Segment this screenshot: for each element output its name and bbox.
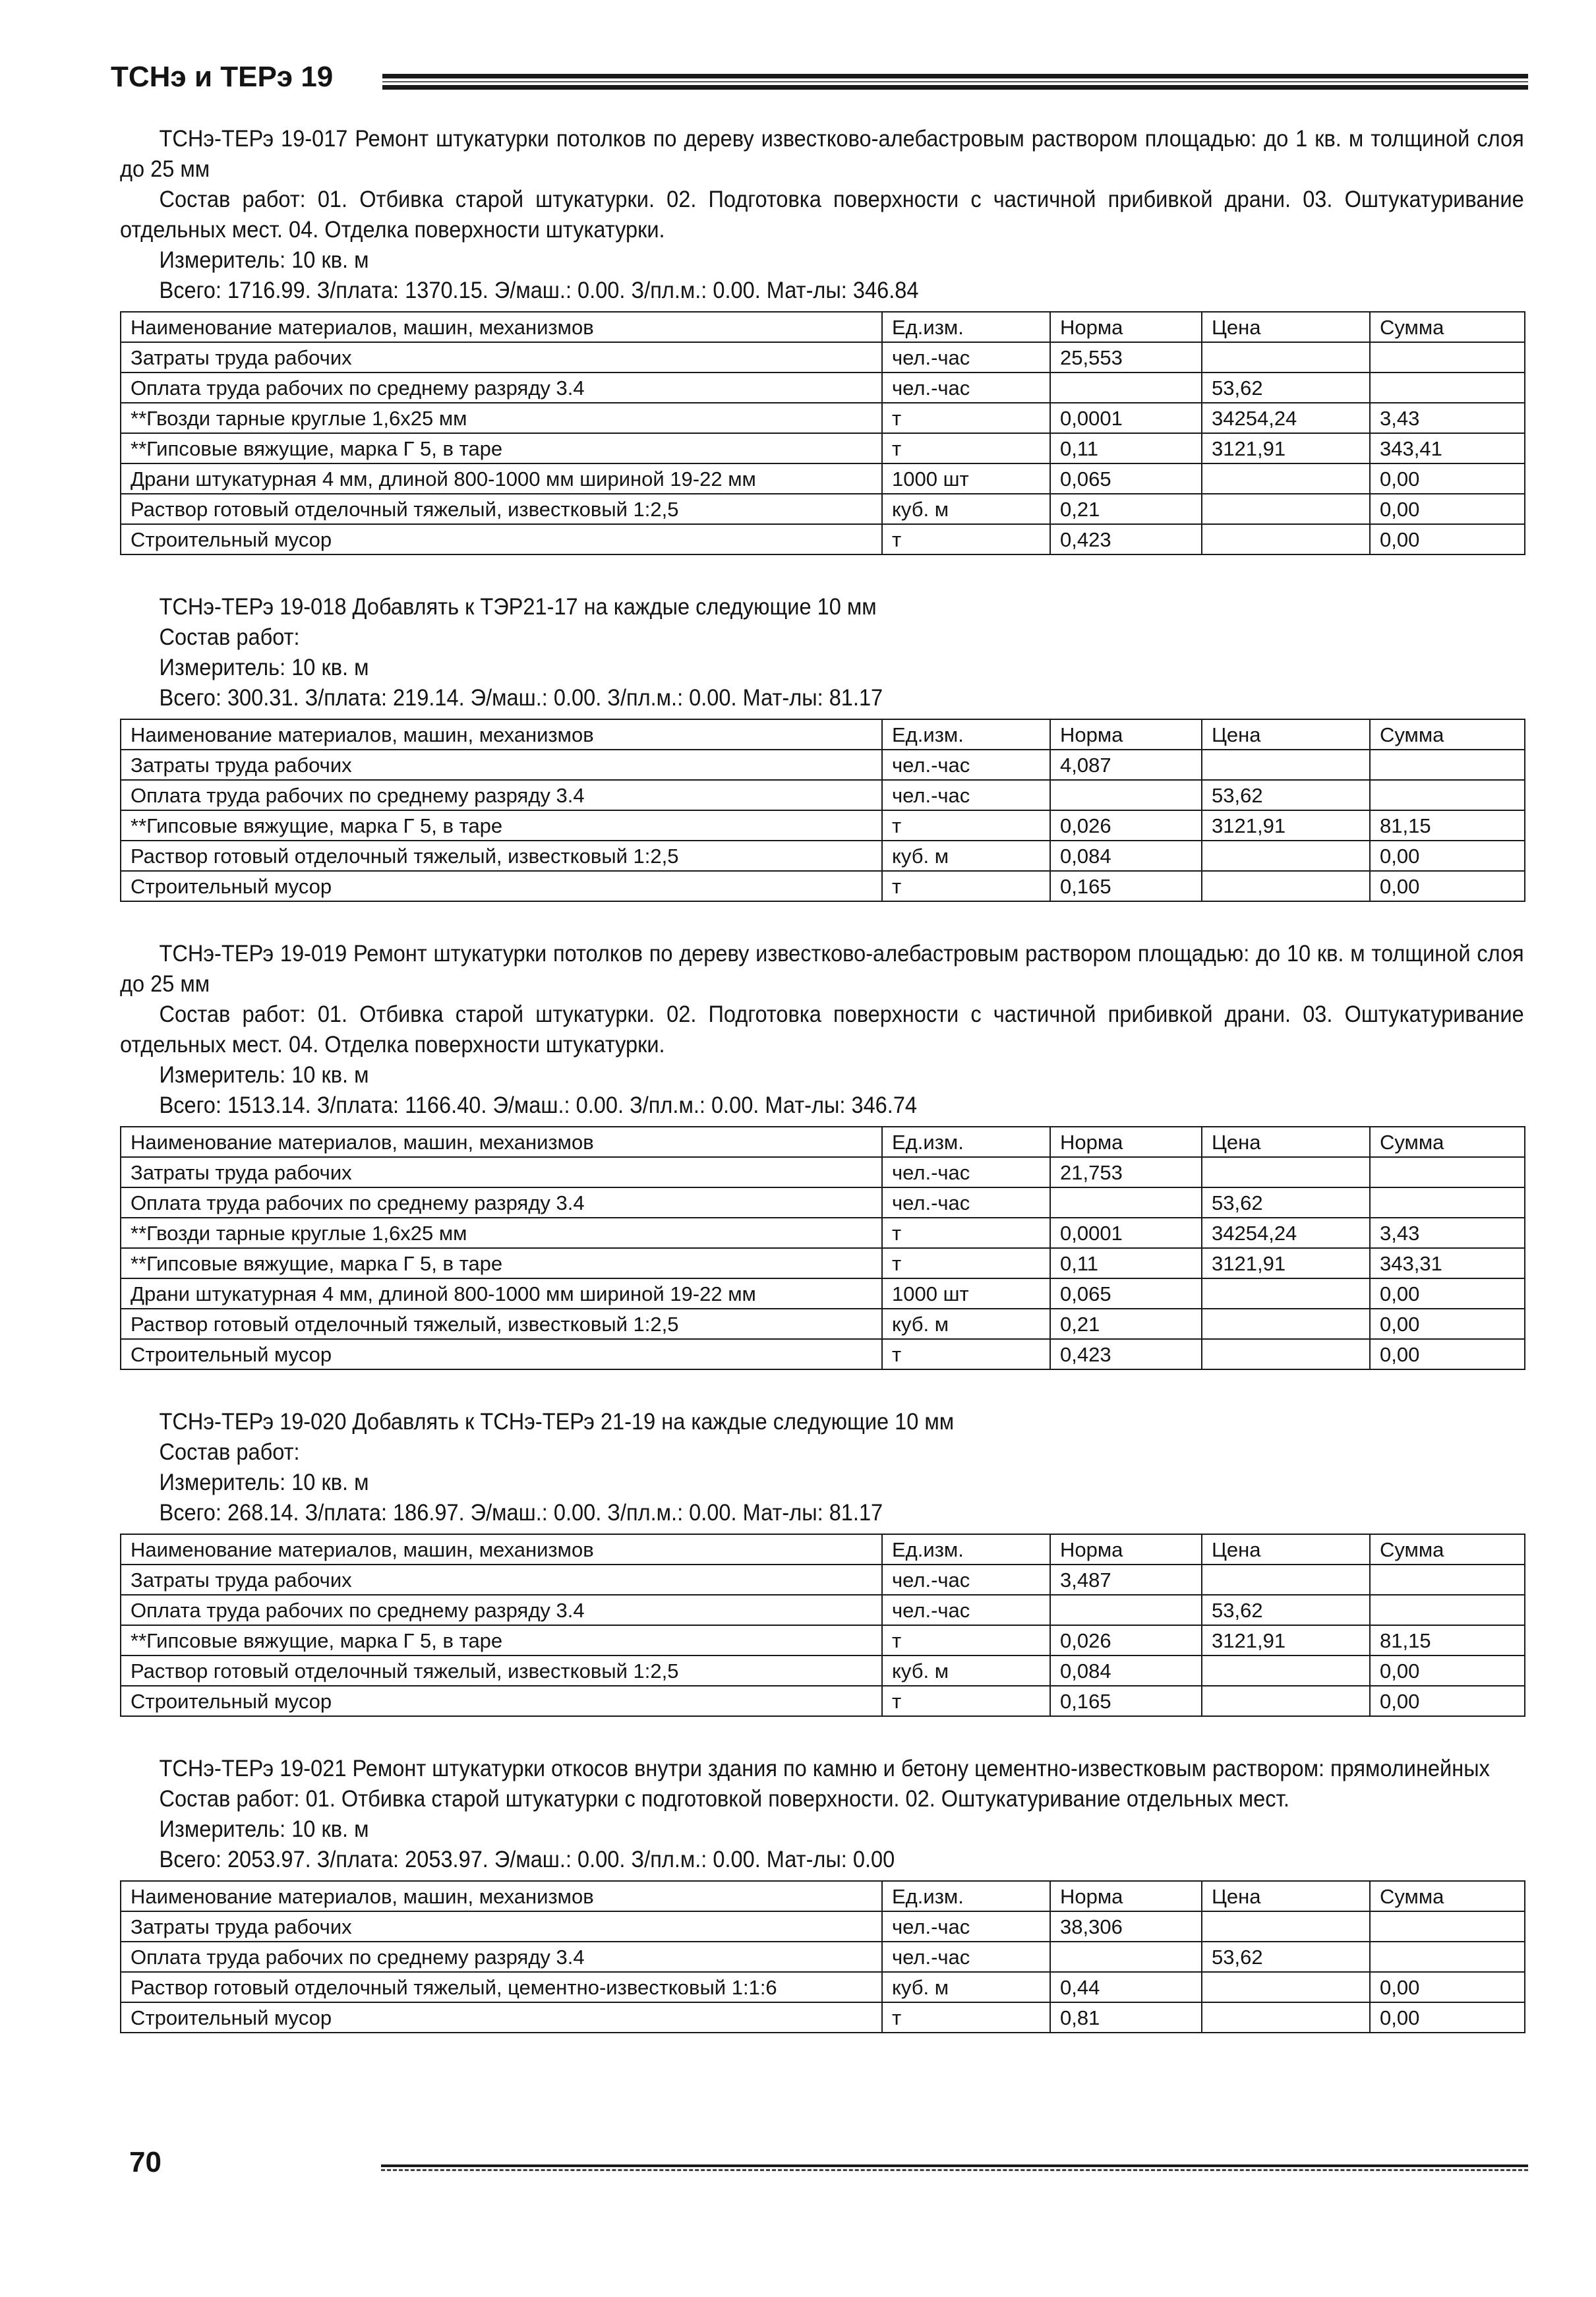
table-cell (1050, 1187, 1202, 1218)
column-header: Цена (1202, 1881, 1370, 1911)
work-composition: Состав работ: 01. Отбивка старой штукатурки. 02. Подготовка поверхности с частичной прибивкой драни. 03. Оштукатуривание отдельных мест. 04. Отделка поверхности штукатурки. (120, 1001, 1524, 1058)
table-cell: **Гипсовые вяжущие, марка Г 5, в таре (121, 433, 882, 463)
table-header-row (121, 1534, 1525, 1565)
table-cell: Затраты труда рабочих (121, 1157, 882, 1187)
table-cell: 3,487 (1050, 1565, 1202, 1595)
table-cell: 0,084 (1050, 841, 1202, 871)
table-row (121, 433, 1525, 463)
table-cell (1202, 1309, 1370, 1339)
table-cell: 38,306 (1050, 1911, 1202, 1942)
table-cell: Строительный мусор (121, 2002, 882, 2033)
table-cell: **Гипсовые вяжущие, марка Г 5, в таре (121, 1625, 882, 1656)
measurement-unit: Измеритель: 10 кв. м (159, 655, 369, 680)
work-composition: Состав работ: 01. Отбивка старой штукатурки. 02. Подготовка поверхности с частичной прибивкой драни. 03. Оштукатуривание отдельных мест. 04. Отделка поверхности штукатурки. (120, 187, 1524, 243)
table-cell: 3121,91 (1202, 810, 1370, 841)
work-composition: Состав работ: (159, 1439, 300, 1465)
column-header: Наименование материалов, машин, механизмов (121, 312, 882, 342)
table-cell (1370, 750, 1525, 780)
table-cell: Строительный мусор (121, 1339, 882, 1369)
table-row (121, 342, 1525, 373)
column-header: Наименование материалов, машин, механизмов (121, 719, 882, 750)
table-row (121, 1187, 1525, 1218)
table-row (121, 1911, 1525, 1942)
table-cell: 0,0001 (1050, 1218, 1202, 1248)
table-cell (1202, 1565, 1370, 1595)
table-cell: чел.-час (882, 342, 1050, 373)
column-header: Ед.изм. (882, 1534, 1050, 1565)
table-cell: 0,11 (1050, 1248, 1202, 1278)
table-cell: 0,44 (1050, 1972, 1202, 2002)
table-cell: т (882, 1625, 1050, 1656)
table-cell: чел.-час (882, 1595, 1050, 1625)
rate-section (120, 1754, 1524, 2033)
cost-totals: Всего: 1716.99. З/плата: 1370.15. Э/маш.: 0.00. З/пл.м.: 0.00. Мат-лы: 346.84 (159, 278, 919, 303)
rate-section (120, 1407, 1524, 1717)
header-title: ТСНэ и ТЕРэ 19 (111, 61, 334, 93)
table-row (121, 1656, 1525, 1686)
table-cell: чел.-час (882, 1942, 1050, 1972)
table-cell: 53,62 (1202, 1595, 1370, 1625)
table-cell: т (882, 403, 1050, 433)
table-cell: Раствор готовый отделочный тяжелый, известковый 1:2,5 (121, 494, 882, 524)
table-cell: 0,00 (1370, 494, 1525, 524)
cost-totals: Всего: 2053.97. З/плата: 2053.97. Э/маш.: 0.00. З/пл.м.: 0.00. Мат-лы: 0.00 (159, 1847, 895, 1872)
table-cell: 0,026 (1050, 810, 1202, 841)
table-cell: чел.-час (882, 780, 1050, 810)
table-cell: 0,21 (1050, 1309, 1202, 1339)
section-title: ТСНэ-ТЕРэ 19-021 Ремонт штукатурки откосов внутри здания по камню и бетону цементно-известковым раствором: прямолинейных (159, 1756, 1490, 1781)
table-row (121, 1686, 1525, 1716)
table-cell: 0,00 (1370, 841, 1525, 871)
table-row (121, 1218, 1525, 1248)
table-cell: т (882, 1218, 1050, 1248)
table-row (121, 1248, 1525, 1278)
table-cell: 34254,24 (1202, 1218, 1370, 1248)
table-cell: 1000 шт (882, 1278, 1050, 1309)
table-cell: 0,165 (1050, 871, 1202, 901)
table-cell: **Гипсовые вяжущие, марка Г 5, в таре (121, 1248, 882, 1278)
table-cell (1202, 750, 1370, 780)
column-header: Сумма (1370, 312, 1525, 342)
table-cell: Раствор готовый отделочный тяжелый, известковый 1:2,5 (121, 1656, 882, 1686)
column-header: Ед.изм. (882, 1881, 1050, 1911)
section-title: ТСНэ-ТЕРэ 19-019 Ремонт штукатурки потолков по дереву известково-алебастровым раствором площадью: до 10 кв. м толщиной слоя до 25 мм (120, 941, 1524, 997)
measurement-unit: Измеритель: 10 кв. м (159, 247, 369, 273)
table-cell (1050, 373, 1202, 403)
column-header: Сумма (1370, 1881, 1525, 1911)
table-cell: 81,15 (1370, 1625, 1525, 1656)
table-cell (1202, 1339, 1370, 1369)
table-cell (1370, 780, 1525, 810)
table-cell (1370, 1187, 1525, 1218)
table-cell: 53,62 (1202, 780, 1370, 810)
table-header-row (121, 719, 1525, 750)
table-row (121, 871, 1525, 901)
table-cell: 0,00 (1370, 1339, 1525, 1369)
table-cell: Оплата труда рабочих по среднему разряду 3.4 (121, 1942, 882, 1972)
section-title: ТСНэ-ТЕРэ 19-020 Добавлять к ТСНэ-ТЕРэ 21-19 на каждые следующие 10 мм (159, 1409, 955, 1435)
table-header-row (121, 1127, 1525, 1157)
materials-table (120, 311, 1525, 555)
table-cell: 0,00 (1370, 1656, 1525, 1686)
table-cell: Оплата труда рабочих по среднему разряду 3.4 (121, 373, 882, 403)
table-cell: 0,084 (1050, 1656, 1202, 1686)
table-row (121, 750, 1525, 780)
table-cell (1202, 524, 1370, 554)
table-cell (1370, 1595, 1525, 1625)
measurement-unit: Измеритель: 10 кв. м (159, 1816, 369, 1842)
table-cell (1202, 1972, 1370, 2002)
table-row (121, 780, 1525, 810)
table-cell: Строительный мусор (121, 1686, 882, 1716)
table-cell: чел.-час (882, 373, 1050, 403)
rate-section (120, 124, 1524, 555)
table-cell: Раствор готовый отделочный тяжелый, цементно-известковый 1:1:6 (121, 1972, 882, 2002)
table-cell: Драни штукатурная 4 мм, длиной 800-1000 мм шириной 19-22 мм (121, 1278, 882, 1309)
table-cell: Строительный мусор (121, 524, 882, 554)
table-cell: чел.-час (882, 1911, 1050, 1942)
table-cell: т (882, 1686, 1050, 1716)
table-cell: чел.-час (882, 1565, 1050, 1595)
table-cell (1202, 463, 1370, 494)
table-cell: 0,026 (1050, 1625, 1202, 1656)
table-cell: Затраты труда рабочих (121, 1565, 882, 1595)
table-cell: 53,62 (1202, 373, 1370, 403)
materials-table (120, 1126, 1525, 1370)
cost-totals: Всего: 300.31. З/плата: 219.14. Э/маш.: 0.00. З/пл.м.: 0.00. Мат-лы: 81.17 (159, 685, 883, 711)
table-cell: 0,00 (1370, 524, 1525, 554)
rate-section (120, 939, 1524, 1370)
table-row (121, 1972, 1525, 2002)
table-cell: Драни штукатурная 4 мм, длиной 800-1000 мм шириной 19-22 мм (121, 463, 882, 494)
column-header: Наименование материалов, машин, механизмов (121, 1881, 882, 1911)
table-cell: 3,43 (1370, 403, 1525, 433)
page-number: 70 (129, 2146, 162, 2178)
column-header: Норма (1050, 1534, 1202, 1565)
table-cell (1202, 1157, 1370, 1187)
table-cell (1050, 780, 1202, 810)
table-header-row (121, 312, 1525, 342)
document-body (120, 124, 1524, 2070)
table-cell (1202, 1656, 1370, 1686)
table-row (121, 1942, 1525, 1972)
table-cell (1370, 342, 1525, 373)
table-cell: 0,00 (1370, 1972, 1525, 2002)
table-row (121, 2002, 1525, 2033)
work-composition: Состав работ: 01. Отбивка старой штукатурки с подготовкой поверхности. 02. Оштукатуривание отдельных мест. (159, 1786, 1289, 1812)
table-row (121, 1157, 1525, 1187)
table-cell: 0,00 (1370, 1309, 1525, 1339)
table-cell: 0,00 (1370, 1278, 1525, 1309)
work-composition: Состав работ: (159, 624, 300, 650)
column-header: Сумма (1370, 1534, 1525, 1565)
table-cell (1370, 1911, 1525, 1942)
table-cell: 0,81 (1050, 2002, 1202, 2033)
table-cell: Раствор готовый отделочный тяжелый, известковый 1:2,5 (121, 1309, 882, 1339)
table-cell: Затраты труда рабочих (121, 342, 882, 373)
table-cell: т (882, 1339, 1050, 1369)
table-cell: **Гвозди тарные круглые 1,6x25 мм (121, 403, 882, 433)
table-row (121, 810, 1525, 841)
table-cell: 3121,91 (1202, 1625, 1370, 1656)
table-row (121, 1565, 1525, 1595)
table-cell: 343,41 (1370, 433, 1525, 463)
column-header: Сумма (1370, 1127, 1525, 1157)
table-cell: 343,31 (1370, 1248, 1525, 1278)
table-cell (1202, 1911, 1370, 1942)
materials-table (120, 719, 1525, 902)
table-cell: т (882, 2002, 1050, 2033)
table-cell: Раствор готовый отделочный тяжелый, известковый 1:2,5 (121, 841, 882, 871)
rate-section (120, 592, 1524, 902)
table-row (121, 1309, 1525, 1339)
table-cell: 0,065 (1050, 1278, 1202, 1309)
column-header: Цена (1202, 1127, 1370, 1157)
table-cell: т (882, 524, 1050, 554)
page-header (111, 55, 1528, 102)
measurement-unit: Измеритель: 10 кв. м (159, 1062, 369, 1088)
column-header: Ед.изм. (882, 1127, 1050, 1157)
table-row (121, 524, 1525, 554)
column-header: Норма (1050, 312, 1202, 342)
table-row (121, 403, 1525, 433)
table-cell (1370, 1942, 1525, 1972)
column-header: Цена (1202, 719, 1370, 750)
column-header: Цена (1202, 1534, 1370, 1565)
table-cell: 3121,91 (1202, 433, 1370, 463)
table-cell: 0,00 (1370, 2002, 1525, 2033)
table-cell: т (882, 871, 1050, 901)
table-cell: 25,553 (1050, 342, 1202, 373)
table-row (121, 1595, 1525, 1625)
table-cell: 0,423 (1050, 524, 1202, 554)
table-cell: куб. м (882, 494, 1050, 524)
table-cell: Затраты труда рабочих (121, 1911, 882, 1942)
column-header: Наименование материалов, машин, механизмов (121, 1534, 882, 1565)
table-row (121, 841, 1525, 871)
table-row (121, 373, 1525, 403)
table-cell: 0,065 (1050, 463, 1202, 494)
footer-rule (381, 2164, 1528, 2171)
table-cell: 0,11 (1050, 433, 1202, 463)
table-cell: чел.-час (882, 1187, 1050, 1218)
table-cell: 3121,91 (1202, 1248, 1370, 1278)
column-header: Сумма (1370, 719, 1525, 750)
table-cell: 0,00 (1370, 871, 1525, 901)
column-header: Ед.изм. (882, 719, 1050, 750)
table-cell: 3,43 (1370, 1218, 1525, 1248)
cost-totals: Всего: 1513.14. З/плата: 1166.40. Э/маш.: 0.00. З/пл.м.: 0.00. Мат-лы: 346.74 (159, 1092, 918, 1118)
table-cell: т (882, 810, 1050, 841)
column-header: Норма (1050, 719, 1202, 750)
table-cell: чел.-час (882, 750, 1050, 780)
table-cell: 0,0001 (1050, 403, 1202, 433)
column-header: Ед.изм. (882, 312, 1050, 342)
table-cell: 0,21 (1050, 494, 1202, 524)
table-cell: Оплата труда рабочих по среднему разряду 3.4 (121, 1187, 882, 1218)
table-cell: куб. м (882, 1972, 1050, 2002)
table-cell: чел.-час (882, 1157, 1050, 1187)
table-cell: 0,00 (1370, 1686, 1525, 1716)
table-cell: 53,62 (1202, 1187, 1370, 1218)
table-cell: куб. м (882, 1656, 1050, 1686)
table-row (121, 463, 1525, 494)
measurement-unit: Измеритель: 10 кв. м (159, 1470, 369, 1495)
table-cell (1202, 1686, 1370, 1716)
table-header-row (121, 1881, 1525, 1911)
table-cell: Оплата труда рабочих по среднему разряду 3.4 (121, 780, 882, 810)
column-header: Цена (1202, 312, 1370, 342)
cost-totals: Всего: 268.14. З/плата: 186.97. Э/маш.: 0.00. З/пл.м.: 0.00. Мат-лы: 81.17 (159, 1500, 883, 1526)
table-cell: **Гвозди тарные круглые 1,6x25 мм (121, 1218, 882, 1248)
materials-table (120, 1534, 1525, 1717)
table-cell: 0,423 (1050, 1339, 1202, 1369)
table-row (121, 1625, 1525, 1656)
table-cell: Оплата труда рабочих по среднему разряду 3.4 (121, 1595, 882, 1625)
table-cell: т (882, 433, 1050, 463)
table-row (121, 1339, 1525, 1369)
table-cell (1370, 1565, 1525, 1595)
table-cell (1202, 342, 1370, 373)
table-cell: 53,62 (1202, 1942, 1370, 1972)
table-cell: 0,00 (1370, 463, 1525, 494)
table-row (121, 494, 1525, 524)
table-cell: 1000 шт (882, 463, 1050, 494)
table-cell: 21,753 (1050, 1157, 1202, 1187)
section-title: ТСНэ-ТЕРэ 19-018 Добавлять к ТЭР21-17 на каждые следующие 10 мм (159, 594, 877, 620)
table-row (121, 1278, 1525, 1309)
table-cell: Затраты труда рабочих (121, 750, 882, 780)
table-cell (1202, 1278, 1370, 1309)
table-cell: **Гипсовые вяжущие, марка Г 5, в таре (121, 810, 882, 841)
section-title: ТСНэ-ТЕРэ 19-017 Ремонт штукатурки потолков по дереву известково-алебастровым раствором площадью: до 1 кв. м толщиной слоя до 25 мм (120, 126, 1524, 182)
page-footer (111, 2146, 1528, 2186)
column-header: Норма (1050, 1127, 1202, 1157)
table-cell (1370, 1157, 1525, 1187)
table-cell (1202, 871, 1370, 901)
header-rule (382, 74, 1528, 90)
table-cell: 34254,24 (1202, 403, 1370, 433)
table-cell (1202, 841, 1370, 871)
table-cell: 0,165 (1050, 1686, 1202, 1716)
table-cell (1050, 1942, 1202, 1972)
materials-table (120, 1880, 1525, 2033)
table-cell (1202, 494, 1370, 524)
table-cell: куб. м (882, 1309, 1050, 1339)
table-cell: т (882, 1248, 1050, 1278)
column-header: Норма (1050, 1881, 1202, 1911)
table-cell (1202, 2002, 1370, 2033)
table-cell: куб. м (882, 841, 1050, 871)
column-header: Наименование материалов, машин, механизмов (121, 1127, 882, 1157)
table-cell (1370, 373, 1525, 403)
table-cell: Строительный мусор (121, 871, 882, 901)
table-cell: 81,15 (1370, 810, 1525, 841)
table-cell: 4,087 (1050, 750, 1202, 780)
table-cell (1050, 1595, 1202, 1625)
